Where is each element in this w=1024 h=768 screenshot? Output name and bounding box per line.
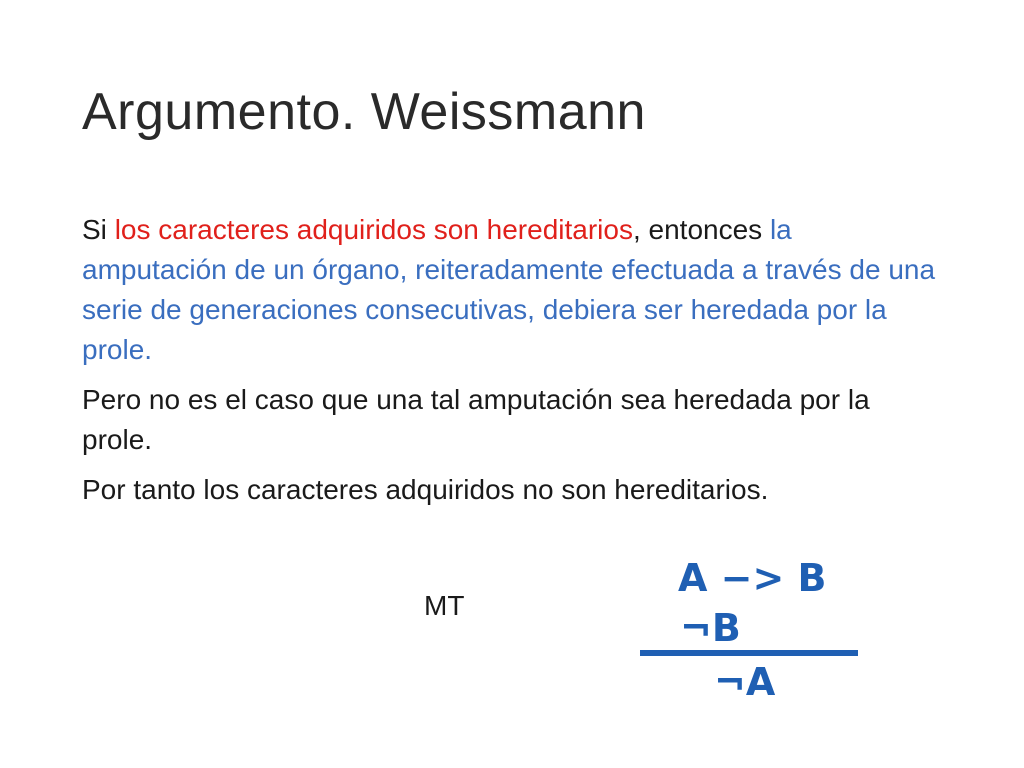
premise-if: Si (82, 214, 115, 245)
modus-tollens-label: MT (424, 590, 465, 621)
logic-conclusion: ¬A (714, 660, 776, 704)
premise-paragraph (82, 210, 942, 370)
premise-then: , entonces (632, 214, 770, 245)
logic-premise-2: ¬B (680, 606, 741, 650)
negation-paragraph: Pero no es el caso que una tal amputación sea heredada por la prole. (82, 384, 870, 455)
conclusion-paragraph: Por tanto los caracteres adquiridos no son hereditarios. (82, 474, 769, 505)
inference-line (640, 650, 858, 656)
logic-premise-1: A −> B (678, 556, 827, 600)
logic-diagram (630, 556, 870, 706)
antecedent-text: los caracteres adquiridos son hereditarios (114, 214, 633, 245)
slide-body (82, 210, 942, 520)
consequent-text: la amputación de un órgano, reiteradamente efectuada a través de una serie de generaciones consecutivas, debiera ser heredada por la prole. (82, 214, 936, 365)
slide-title: Argumento. Weissmann (82, 83, 646, 141)
